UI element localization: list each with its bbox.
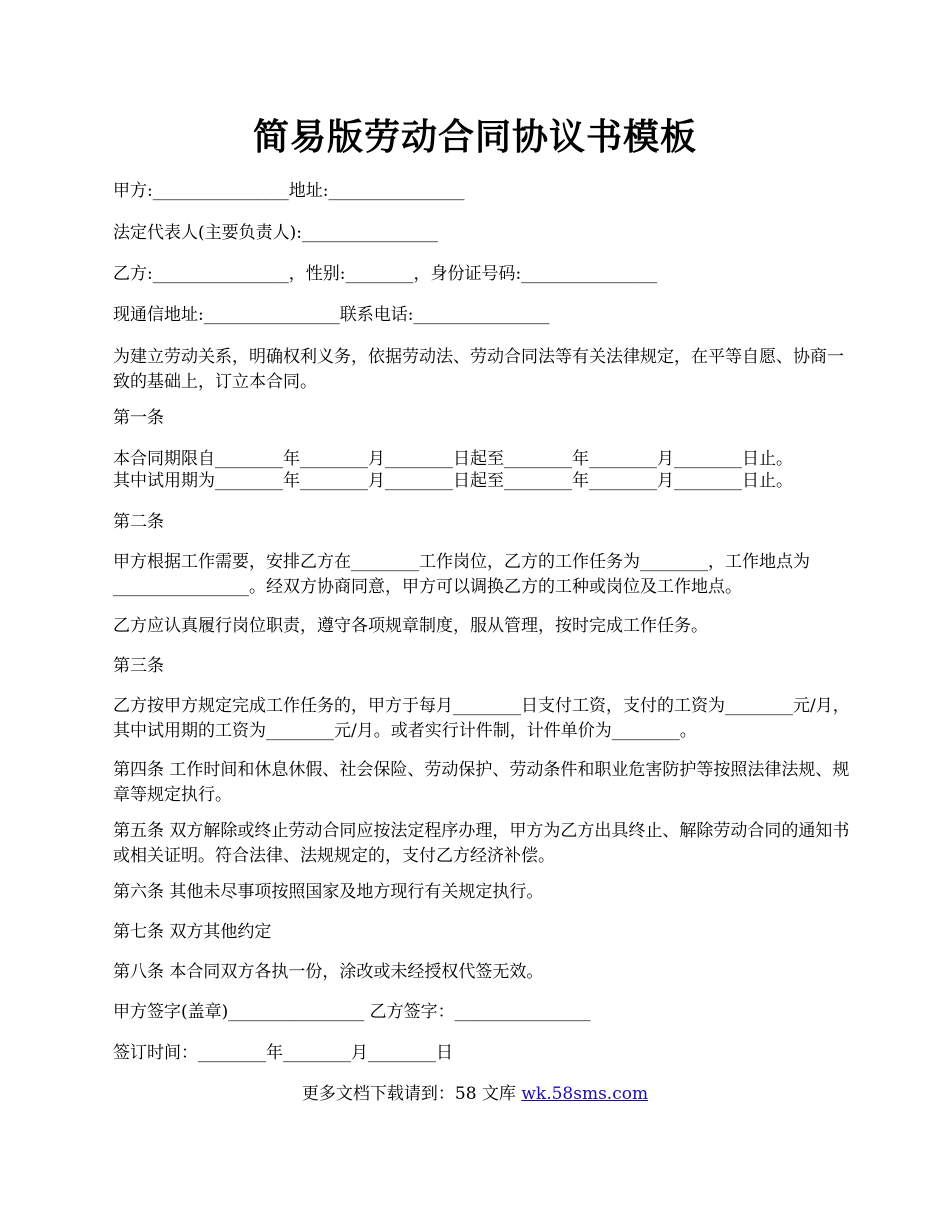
document-title: 简易版劳动合同协议书模板 [252, 116, 697, 158]
article-8-paragraph: 第八条 本合同双方各执一份，涂改或未经授权代签无效。 [113, 962, 544, 982]
signing-date-line: 签订时间：________年________月________日 [113, 1043, 453, 1063]
article-5-paragraph: 第五条 双方解除或终止劳动合同应按法定程序办理，甲方为乙方出具终止、解除劳动合同的通知书或相关证明。符合法律、法规规定的，支付乙方经济补偿。 [113, 821, 850, 866]
article-2-heading: 第二条 [113, 512, 164, 532]
article-2-paragraph-1: 甲方根据工作需要，安排乙方在________工作岗位，乙方的工作任务为________，工作地点为________________。经双方协商同意，甲方可以调换乙方的工种或岗位及工作地点。 [113, 552, 810, 597]
article-3-heading: 第三条 [113, 656, 164, 676]
article-1-probation: 其中试用期为________年________月________日起至________年________月________日止。 [113, 471, 793, 491]
article-7-paragraph: 第七条 双方其他约定 [113, 922, 272, 942]
article-1-term: 本合同期限自________年________月________日起至________年________月________日止。 [113, 449, 793, 469]
article-6-paragraph: 第六条 其他未尽事项按照国家及地方现行有关规定执行。 [113, 882, 544, 902]
signature-line: 甲方签字(盖章)________________ 乙方签字：________________ [113, 1002, 591, 1022]
article-1-heading: 第一条 [113, 408, 164, 428]
legal-representative-line: 法定代表人(主要负责人):________________ [113, 223, 438, 243]
article-2-paragraph-2: 乙方应认真履行岗位职责，遵守各项规章制度，服从管理，按时完成工作任务。 [113, 616, 708, 636]
party-a-line: 甲方:________________地址:________________ [113, 181, 465, 201]
download-footer [0, 1082, 950, 1107]
preamble-paragraph: 为建立劳动关系，明确权利义务，依据劳动法、劳动合同法等有关法律规定，在平等自愿、协商一致的基础上，订立本合同。 [113, 347, 844, 392]
article-4-paragraph: 第四条 工作时间和休息休假、社会保险、劳动保护、劳动条件和职业危害防护等按照法律法规、规章等规定执行。 [113, 760, 850, 805]
footer-text: 更多文档下载请到：58 文库 [301, 1084, 522, 1104]
article-3-paragraph: 乙方按甲方规定完成工作任务的，甲方于每月________日支付工资，支付的工资为________元/月，其中试用期的工资为________元/月。或者实行计件制，计件单价为________。 [113, 696, 850, 741]
address-phone-line: 现通信地址:________________联系电话:________________ [113, 305, 550, 325]
party-b-line: 乙方:________________，性别:________，身份证号码:________________ [113, 264, 658, 284]
footer-link[interactable]: wk.58sms.com [521, 1084, 649, 1104]
